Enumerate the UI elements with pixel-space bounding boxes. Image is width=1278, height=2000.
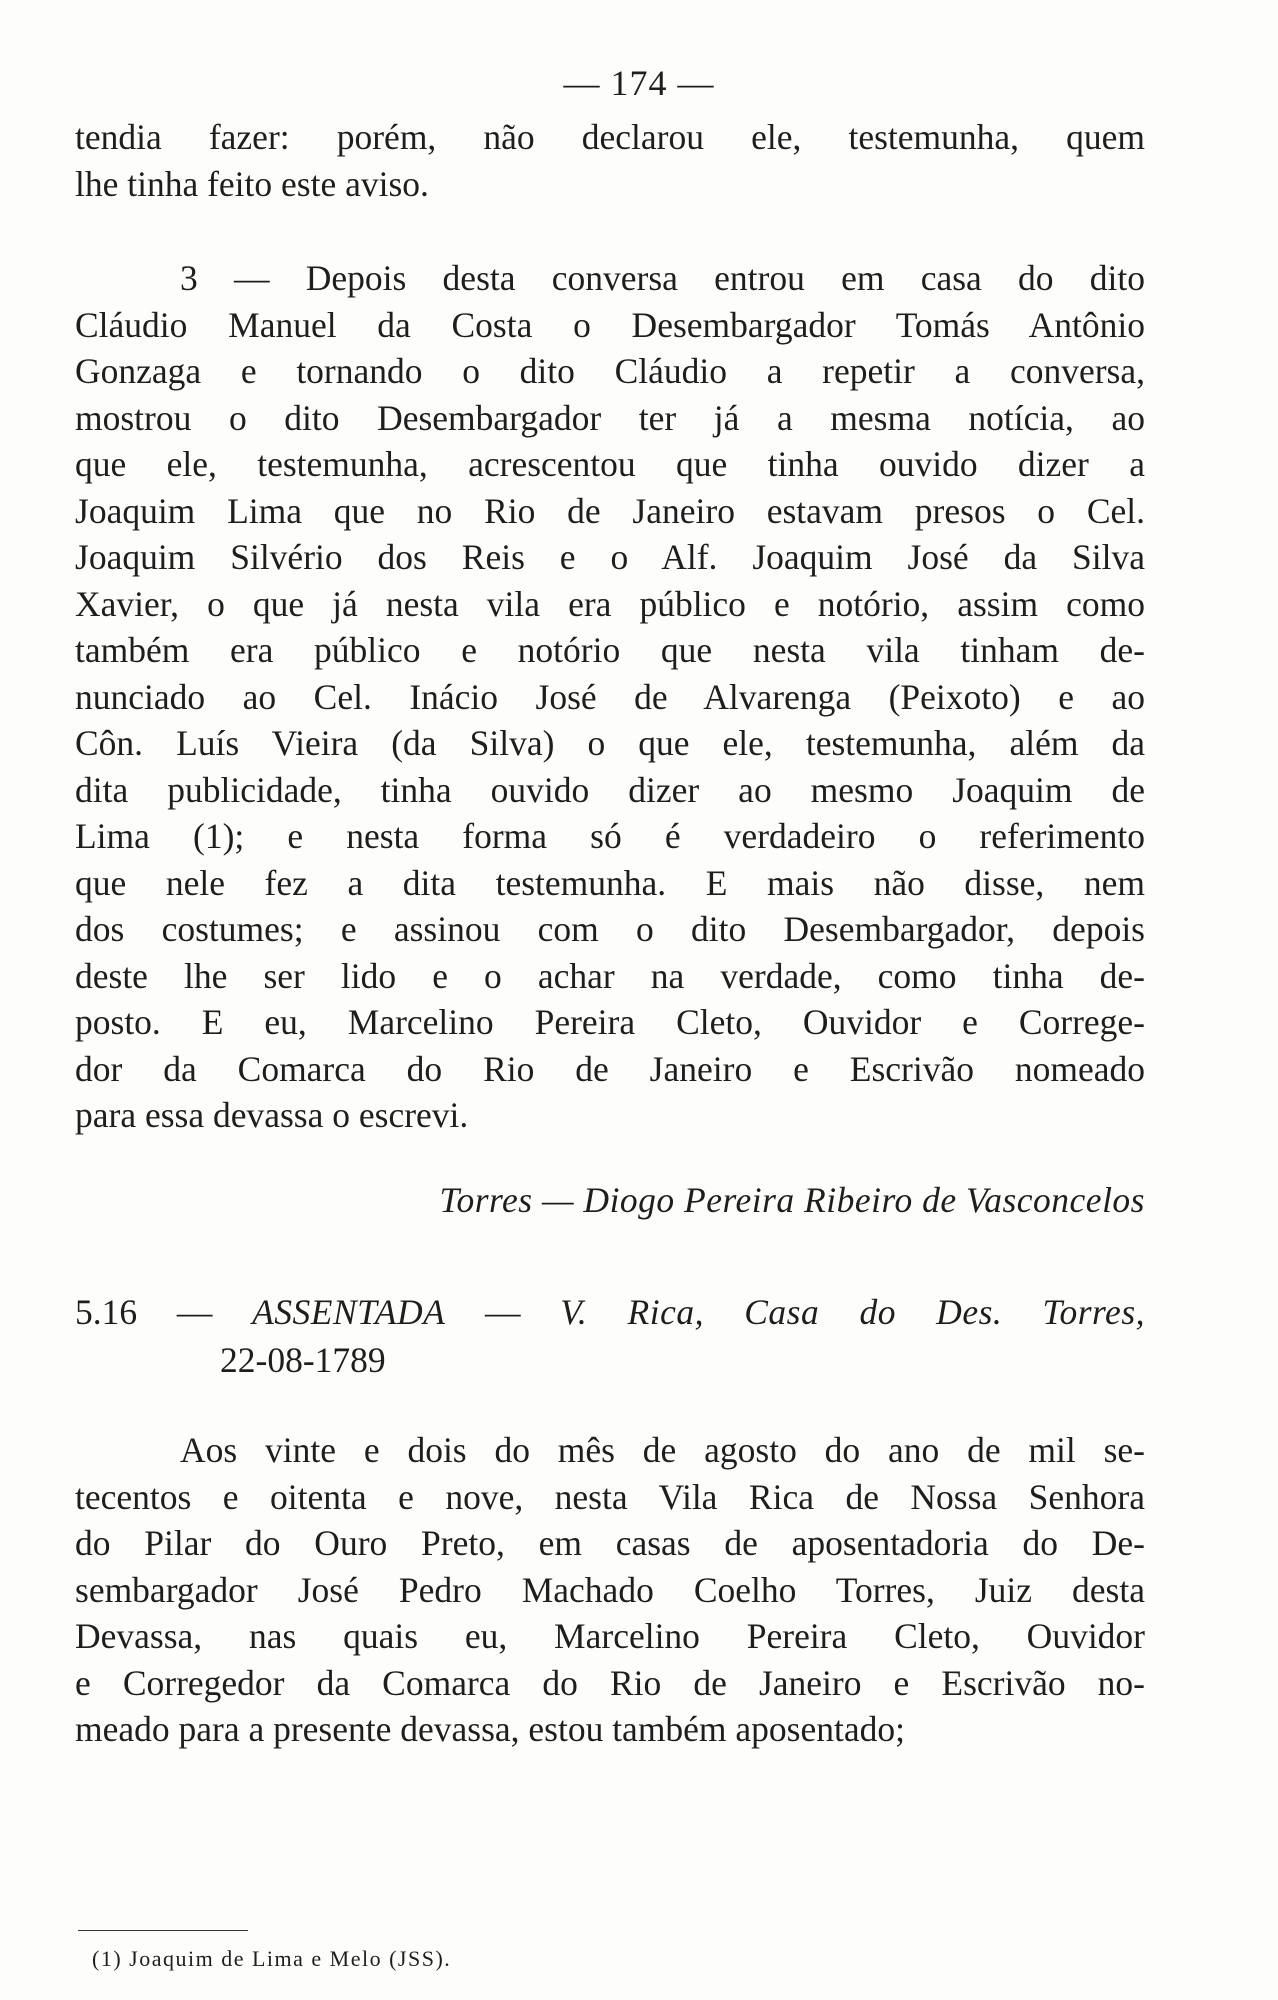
text-line: sembargador José Pedro Machado Coelho Torres, Juiz desta [75,1569,1145,1610]
text-line: que ele, testemunha, acrescentou que tinha ouvido dizer a [75,444,1145,484]
text-line: Gonzaga e tornando o dito Cláudio a repetir a conversa, [75,351,1145,391]
text-line: dor da Comarca do Rio de Janeiro e Escrivão nomeado [75,1048,1145,1089]
section-date: 22-08-1789 [220,1340,386,1380]
text-line: mostrou o dito Desembargador ter já a mesma notícia, ao [75,397,1145,438]
text-line: 3 — Depois desta conversa entrou em casa do dito [180,258,1145,298]
section-heading-row [75,1288,1145,1336]
text-line: e Corregedor da Comarca do Rio de Janeiro e Escrivão no- [75,1662,1145,1703]
text-line: que nele fez a dita testemunha. E mais não disse, nem [75,862,1145,903]
text-line: dos costumes; e assinou com o dito Desembargador, depois [75,909,1145,949]
signatures-line: Torres — Diogo Pereira Ribeiro de Vasconcelos [439,1180,1145,1220]
footnote: (1) Joaquim de Lima e Melo (JSS). [92,1946,452,1971]
section-title: ASSENTADA [252,1292,446,1332]
paragraph-1 [75,114,1145,207]
text-line: Cláudio Manuel da Costa o Desembargador Tomás Antônio [75,304,1145,345]
text-line: também era público e notório que nesta vila tinham de- [75,630,1145,670]
section-heading [75,1288,1145,1384]
text-line: deste lhe ser lido e o achar na verdade, como tinha de- [75,955,1145,996]
text-line: Joaquim Silvério dos Reis e o Alf. Joaquim José da Silva [75,537,1145,577]
text-line: Xavier, o que já nesta vila era público e notório, assim como [75,583,1145,624]
text-line: Côn. Luís Vieira (da Silva) o que ele, testemunha, além da [75,723,1145,763]
text-line: do Pilar do Ouro Preto, em casas de aposentadoria do De- [75,1523,1145,1563]
text-line: lhe tinha feito este aviso. [75,163,429,204]
text-line: Aos vinte e dois do mês de agosto do ano de mil se- [180,1430,1145,1470]
footnote-divider [78,1930,248,1931]
text-line: para essa devassa o escrevi. [75,1095,469,1135]
section-number: 5.16 — [75,1292,213,1332]
paragraph-2 [75,255,1145,1139]
section-dash: — [485,1292,521,1332]
text-line: posto. E eu, Marcelino Pereira Cleto, Ouvidor e Correge- [75,1002,1145,1042]
text-line: tendia fazer: porém, não declarou ele, testemunha, quem [75,117,1145,157]
text-line: nunciado ao Cel. Inácio José de Alvarenga (Peixoto) e ao [75,676,1145,717]
text-line: Devassa, nas quais eu, Marcelino Pereira Cleto, Ouvidor [75,1616,1145,1656]
section-place: V. Rica, Casa do Des. Torres, [560,1292,1146,1332]
text-line: dita publicidade, tinha ouvido dizer ao mesmo Joaquim de [75,769,1145,810]
text-line: Joaquim Lima que no Rio de Janeiro estavam presos o Cel. [75,490,1145,531]
text-line: meado para a presente devassa, estou também aposentado; [75,1709,905,1749]
page-number: — 174 — [563,63,715,103]
text-line: tecentos e oitenta e nove, nesta Vila Rica de Nossa Senhora [75,1476,1145,1517]
text-line: Lima (1); e nesta forma só é verdadeiro o referimento [75,816,1145,856]
paragraph-3 [75,1427,1145,1753]
